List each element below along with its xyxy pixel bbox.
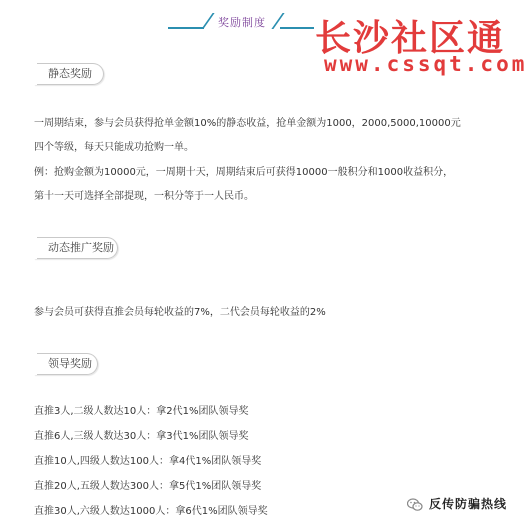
section-tag-leader	[34, 353, 98, 375]
section-tag-label: 动态推广奖励	[48, 241, 114, 254]
account-badge	[407, 495, 507, 512]
title-line-right	[280, 27, 314, 29]
account-name: 反传防骗热线	[429, 497, 508, 511]
title-line-left	[168, 27, 204, 29]
static-line-2: 四个等级，每天只能成功抢购一单。	[34, 142, 194, 153]
wechat-icon	[407, 497, 423, 511]
section-tag-static	[34, 63, 104, 85]
static-line-1: 一周期结束，参与会员获得抢单金额10%的静态收益，抢单金额为1000，2000,5000,10000元	[34, 118, 461, 129]
watermark-site-url: www.cssqt.com	[324, 52, 528, 76]
section-tag-label: 领导奖励	[48, 357, 92, 370]
static-line-3: 例：抢购金额为10000元，一周期十天，周期结束后可获得10000一般积分和1000收益积分，	[34, 167, 454, 178]
static-line-4: 第十一天可选择全部提现，一积分等于一人民币。	[34, 191, 254, 202]
page-title: 奖励制度	[218, 16, 266, 29]
section-tag-dynamic	[34, 237, 118, 259]
leader-line-1: 直推3人,二级人数达10人：拿2代1%团队领导奖	[34, 406, 249, 417]
leader-line-3: 直推10人,四级人数达100人：拿4代1%团队领导奖	[34, 456, 262, 467]
leader-line-2: 直推6人,三级人数达30人：拿3代1%团队领导奖	[34, 431, 249, 442]
title-slash-left	[201, 13, 214, 29]
leader-line-4: 直推20人,五级人数达300人：拿5代1%团队领导奖	[34, 481, 262, 492]
dynamic-line-1: 参与会员可获得直推会员每轮收益的7%，二代会员每轮收益的2%	[34, 307, 326, 318]
leader-line-5: 直推30人,六级人数达1000人：拿6代1%团队领导奖	[34, 506, 268, 517]
section-tag-label: 静态奖励	[48, 67, 92, 80]
watermark-site-name: 长沙社区通	[315, 17, 506, 59]
